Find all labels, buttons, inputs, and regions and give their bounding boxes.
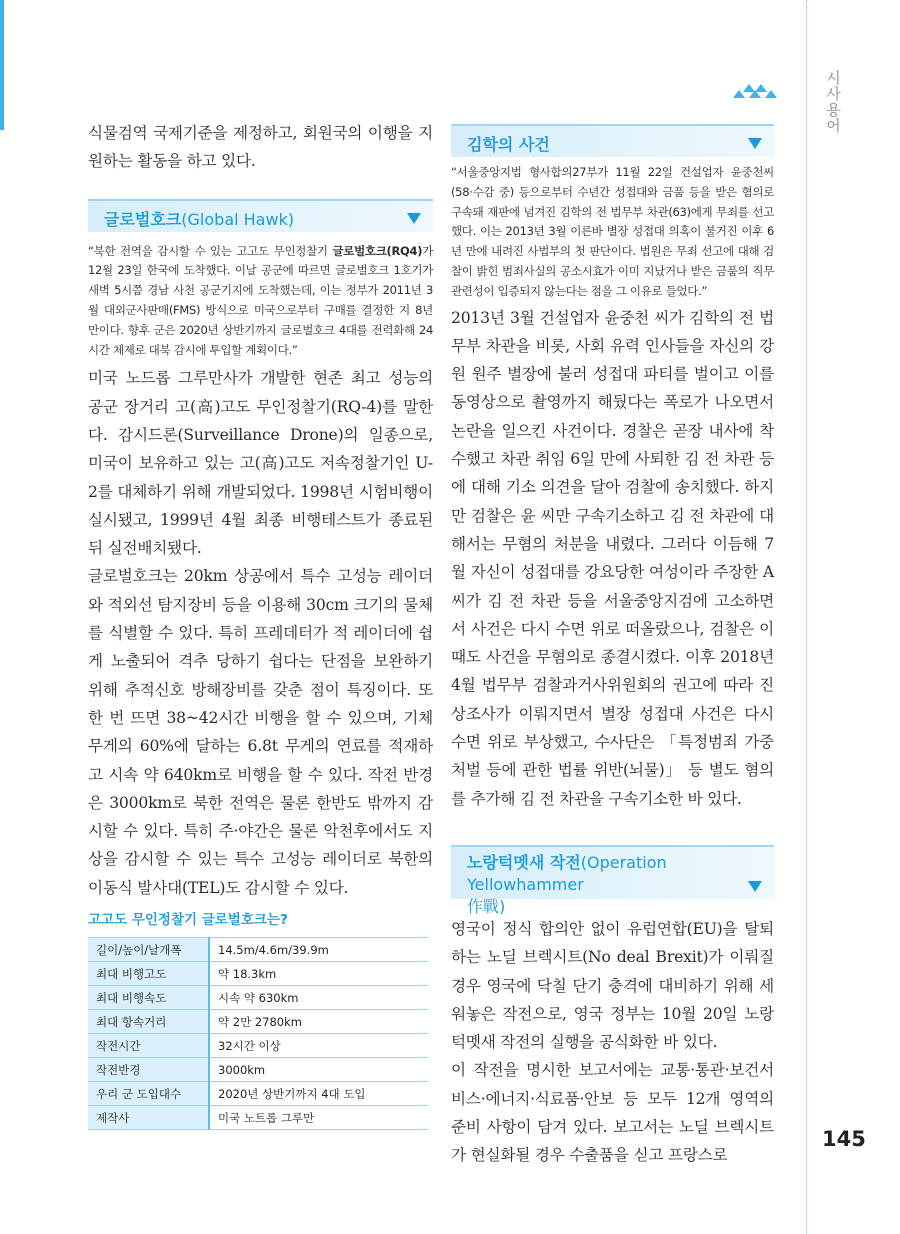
triangle-down-icon: [748, 138, 762, 149]
table-row: [88, 1058, 428, 1082]
table-key: 작전반경: [88, 1058, 209, 1082]
triangle-down-icon: [748, 881, 762, 892]
section-title-ko: 글로벌호크: [104, 209, 182, 229]
body-paragraph: 이 작전을 명시한 보고서에는 교통·통관·보건서비스·에너지·식료품·안보 등 모두 12개 영역의 준비 사항이 담겨 있다. 보고서는 노딜 브렉시트가 현실화될 경우 수출품을 싣고 프랑스로: [451, 1061, 774, 1165]
table-key: 최대 항속거리: [88, 1010, 209, 1034]
section-header-global-hawk: [88, 199, 433, 232]
table-key: 최대 비행고도: [88, 962, 209, 986]
table-value: 약 18.3km: [209, 962, 428, 986]
triangle-ornament-icon: [733, 78, 777, 100]
table-value: 시속 약 630km: [209, 986, 428, 1010]
table-value: 14.5m/4.6m/39.9m: [209, 938, 428, 962]
news-quote-kim-hak-eui: “서울중앙지법 형사합의27부가 11월 22일 건설업자 윤중천씨(58·수감 중) 등으로부터 수년간 성접대와 금품 등을 받은 혐의로 구속돼 재판에 넘겨진 김학의 전 법무부 차관(63)에게 무죄를 선고했다. 이는 2013년 3월 이른바 별장 성접대 의혹이 불거진 이후 6년 만에 내려진 사법부의 첫 판단이다. 법원은 무죄 선고에 대해 검찰이 밝힌 범죄사실의 공소시효가 이미 지났거나 받은 금품의 직무 관련성이 입증되지 않는다는 점을 그 이유로 들었다.”: [451, 165, 774, 298]
page-number: 145: [822, 1127, 866, 1151]
table-value: 3000km: [209, 1058, 428, 1082]
body-paragraph: 미국 노드롭 그루만사가 개발한 현존 최고 성능의 공군 장거리 고(高)고도 무인정찰기(RQ-4)를 말한다. 감시드론(Surveillance Drone)의 일종으로, 미국이 보유하고 있는 고(高)고도 저속정찰기인 U-2를 대체하기 위해 개발되었다. 1998년 시험비행이 실시됐고, 1999년 4월 최종 비행테스트가 종료된 뒤 실전배치됐다.: [88, 369, 433, 558]
left-column: [88, 119, 433, 1130]
table-key: 작전시간: [88, 1034, 209, 1058]
body-paragraph: 영국이 정식 합의안 없이 유럽연합(EU)을 탈퇴하는 노딜 브렉시트(No deal Brexit)가 이뤄질 경우 영국에 닥칠 단기 충격에 대비하기 위해 세워놓은 작전으로, 영국 정부는 10월 20일 노랑턱멧새 작전의 실행을 공식화한 바 있다.: [451, 919, 774, 1052]
right-column: [451, 124, 774, 1170]
spec-table: [88, 937, 428, 1130]
left-edge-bar: [0, 0, 4, 130]
section-title-line2: 作戰): [467, 896, 506, 916]
section-title-en: (Operation Yellowhammer: [467, 852, 667, 894]
table-row: [88, 938, 428, 962]
body-paragraph: 2013년 3월 건설업자 윤중천 씨가 김학의 전 법무부 차관을 비롯, 사회 유력 인사들을 자신의 강원 원주 별장에 불러 성접대 파티를 벌이고 이를 동영상으로 촬영까지 해뒀다는 폭로가 나오면서 논란을 일으킨 사건이다. 경찰은 곧장 내사에 착수했고 차관 취임 6일 만에 사퇴한 김 전 차관 등에 대해 기소 의견을 달아 검찰에 송치했다. 하지만 검찰은 윤 씨만 구속기소하고 김 전 차관에 대해서는 무혐의 처분을 내렸다. 그러다 이듬해 7월 자신이 성접대를 강요당한 여성이라 주장한 A씨가 김 전 차관 등을 서울중앙지검에 고소하면서 사건은 다시 수면 위로 떠올랐으나, 검찰은 이때도 사건을 무혐의로 종결시켰다. 이후 2018년 4월 법무부 검찰과거사위원회의 권고에 따라 진상조사가 이뤄지면서 별장 성접대 사건은 다시 수면 위로 부상했고, 수사단은 「특정범죄 가중처벌 등에 관한 법률 위반(뇌물)」 등 별도 혐의를 추가해 김 전 차관을 구속기소한 바 있다.: [451, 308, 774, 808]
section-title-en: (Global Hawk): [181, 209, 295, 229]
chapter-side-label: 시사용어: [824, 70, 842, 134]
table-value: 32시간 이상: [209, 1034, 428, 1058]
body-paragraph: 글로벌호크는 20km 상공에서 특수 고성능 레이더와 적외선 탐지장비 등을 이용해 30cm 크기의 물체를 식별할 수 있다. 특히 프레데터가 적 레이더에 쉽게 노출되어 격추 당하기 쉽다는 단점을 보완하기 위해 추적신호 방해장비를 갖춘 점이 특징이다. 또 한 번 뜨면 38~42시간 비행을 할 수 있으며, 기체 무게의 60%에 달하는 6.8t 무게의 연료를 적재하고 시속 약 640km로 비행을 할 수 있다. 작전 반경은 3000km로 북한 전역은 물론 한반도 밖까지 감시할 수 있다. 특히 주·야간은 물론 악천후에서도 지상을 감시할 수 있는 특수 고성능 레이더로 북한의 이동식 발사대(TEL)도 감시할 수 있다.: [88, 567, 433, 897]
table-row: [88, 1034, 428, 1058]
table-row: [88, 1010, 428, 1034]
table-title: 고고도 무인정찰기 글로벌호크는?: [88, 912, 288, 929]
intro-paragraph: 식물검역 국제기준을 제정하고, 회원국의 이행을 지원하는 활동을 하고 있다.: [88, 124, 433, 171]
table-row: [88, 962, 428, 986]
table-row: [88, 1082, 428, 1106]
triangle-down-icon: [407, 213, 421, 224]
table-value: 미국 노트롭 그루만: [209, 1106, 428, 1130]
table-key: 최대 비행속도: [88, 986, 209, 1010]
section-header-yellowhammer: [451, 845, 774, 916]
table-key: 길이/높이/날개폭: [88, 938, 209, 962]
table-value: 약 2만 2780km: [209, 1010, 428, 1034]
table-key: 제작사: [88, 1106, 209, 1130]
table-row: [88, 1106, 428, 1130]
table-value: 2020년 상반기까지 4대 도입: [209, 1082, 428, 1106]
section-title-ko: 노랑턱멧새 작전: [467, 852, 581, 872]
table-row: [88, 986, 428, 1010]
side-divider: [806, 0, 807, 1234]
section-title-ko: 김학의 사건: [467, 135, 550, 154]
table-key: 우리 군 도입대수: [88, 1082, 209, 1106]
section-header-kim-hak-eui: [451, 124, 774, 157]
quote-keyword: 글로벌호크(RQ4): [332, 243, 423, 258]
news-quote-global-hawk: “북한 전역을 감시할 수 있는 고고도 무인정찰기 글로벌호크(RQ4)가 12월 23일 한국에 도착했다. 이날 공군에 따르면 글로벌호크 1호기가 새벽 5시쯤 경남 사천 공군기지에 도착했는데, 이는 정부가 2011년 3월 대외군사판매(FMS) 방식으로 미국으로부터 구매를 결정한 지 8년 만이다. 향후 군은 2020년 상반기까지 글로벌호크 4대를 전력화해 24시간 체제로 대북 감시에 투입할 계획이다.”: [88, 243, 433, 357]
